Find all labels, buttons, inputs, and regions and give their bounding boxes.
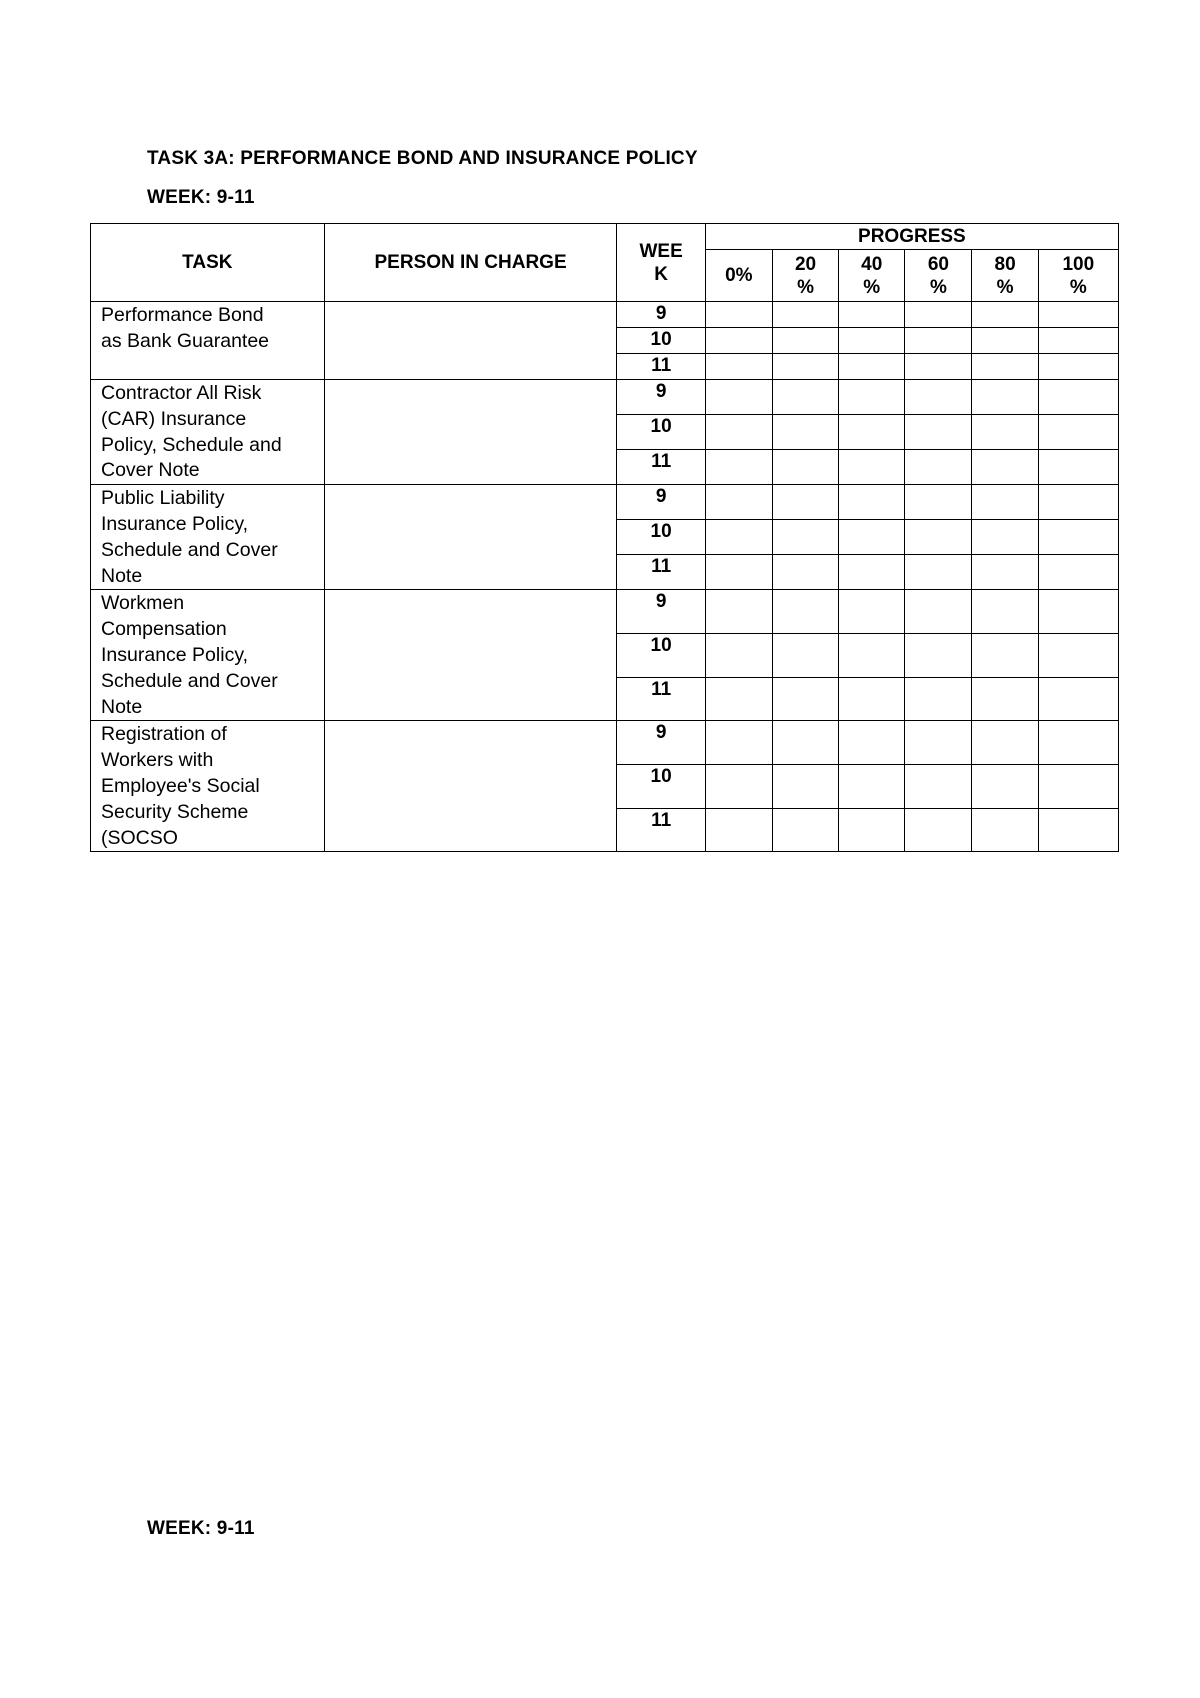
progress-cell[interactable]: [1038, 808, 1118, 852]
progress-cell[interactable]: [905, 380, 972, 415]
progress-cell[interactable]: [905, 590, 972, 634]
progress-cell[interactable]: [772, 555, 838, 590]
table-row: [91, 302, 1119, 328]
progress-cell[interactable]: [972, 677, 1038, 721]
progress-cell[interactable]: [1038, 765, 1118, 809]
progress-cell[interactable]: [1038, 721, 1118, 765]
progress-cell[interactable]: [972, 302, 1038, 328]
progress-cell[interactable]: [839, 485, 905, 520]
progress-cell[interactable]: [972, 328, 1038, 354]
progress-cell[interactable]: [772, 328, 838, 354]
progress-cell[interactable]: [905, 302, 972, 328]
progress-level-top: 80: [994, 253, 1016, 275]
progress-cell[interactable]: [839, 520, 905, 555]
table-row: [91, 590, 1119, 634]
week-cell: 10: [617, 765, 705, 809]
table-row: [91, 721, 1119, 765]
progress-cell[interactable]: [772, 485, 838, 520]
progress-cell[interactable]: [972, 485, 1038, 520]
progress-cell[interactable]: [972, 380, 1038, 415]
progress-cell[interactable]: [905, 328, 972, 354]
progress-cell[interactable]: [705, 450, 772, 485]
task-line: Insurance Policy,: [101, 643, 249, 666]
progress-cell[interactable]: [905, 415, 972, 450]
progress-cell[interactable]: [905, 765, 972, 809]
week-cell: 10: [617, 415, 705, 450]
task-line: Public Liability: [101, 487, 225, 510]
progress-cell[interactable]: [772, 415, 838, 450]
progress-cell[interactable]: [972, 520, 1038, 555]
progress-cell[interactable]: [705, 354, 772, 380]
progress-cell[interactable]: [705, 590, 772, 634]
progress-cell[interactable]: [905, 555, 972, 590]
progress-cell[interactable]: [905, 450, 972, 485]
task-line: Insurance Policy,: [101, 512, 249, 535]
progress-cell[interactable]: [839, 590, 905, 634]
progress-cell[interactable]: [972, 765, 1038, 809]
week-cell: 9: [617, 485, 705, 520]
progress-level-header: [972, 250, 1038, 302]
task-line: (CAR) Insurance: [101, 407, 247, 430]
progress-cell[interactable]: [972, 354, 1038, 380]
task-line: Note: [101, 695, 143, 718]
progress-cell[interactable]: [839, 765, 905, 809]
progress-level-header: [839, 250, 905, 302]
progress-cell[interactable]: [905, 634, 972, 678]
progress-cell[interactable]: [905, 485, 972, 520]
header-row: [91, 224, 1119, 250]
task-line: Note: [101, 564, 143, 587]
progress-cell[interactable]: [705, 634, 772, 678]
progress-cell[interactable]: [972, 415, 1038, 450]
progress-cell[interactable]: [905, 808, 972, 852]
progress-cell[interactable]: [839, 354, 905, 380]
week-header-line1: WEE: [639, 240, 683, 262]
progress-cell[interactable]: [839, 380, 905, 415]
progress-cell[interactable]: [772, 590, 838, 634]
week-cell: 10: [617, 328, 705, 354]
progress-cell[interactable]: [772, 721, 838, 765]
progress-level-bottom: %: [1069, 276, 1087, 298]
table-row: [91, 380, 1119, 415]
task-line: Compensation: [101, 618, 227, 641]
progress-cell[interactable]: [905, 677, 972, 721]
progress-level-bottom: %: [797, 276, 814, 298]
progress-cell[interactable]: [705, 328, 772, 354]
progress-cell[interactable]: [772, 765, 838, 809]
progress-cell[interactable]: [839, 415, 905, 450]
progress-cell[interactable]: [1038, 380, 1118, 415]
progress-cell[interactable]: [772, 520, 838, 555]
progress-cell[interactable]: [705, 302, 772, 328]
progress-level-bottom: %: [863, 276, 881, 298]
progress-cell[interactable]: [705, 380, 772, 415]
table-row: [91, 485, 1119, 520]
progress-cell[interactable]: [772, 354, 838, 380]
progress-level-header: [1038, 250, 1118, 302]
progress-cell[interactable]: [839, 808, 905, 852]
progress-level-top: 0%: [725, 265, 753, 286]
progress-level-header: [772, 250, 838, 302]
task-header: TASK: [91, 224, 325, 302]
progress-cell[interactable]: [972, 808, 1038, 852]
task-line: as Bank Guarantee: [101, 329, 270, 352]
progress-cell[interactable]: [1038, 590, 1118, 634]
task-line: Policy, Schedule and: [101, 433, 282, 456]
person-in-charge-cell[interactable]: [324, 590, 617, 721]
task-line: Employee's Social: [101, 774, 260, 797]
progress-level-top: 60: [927, 253, 949, 275]
progress-table: [90, 223, 1119, 852]
progress-cell[interactable]: [839, 677, 905, 721]
person-in-charge-cell[interactable]: [324, 302, 617, 380]
task-line: Schedule and Cover: [101, 538, 278, 561]
progress-level-top: 20: [794, 253, 817, 275]
progress-level-bottom: %: [996, 276, 1014, 298]
progress-cell[interactable]: [839, 721, 905, 765]
task-line: Workers with: [101, 749, 214, 772]
progress-cell[interactable]: [772, 677, 838, 721]
progress-cell[interactable]: [1038, 450, 1118, 485]
progress-cell[interactable]: [905, 721, 972, 765]
progress-level-top: 40: [861, 253, 883, 275]
progress-cell[interactable]: [705, 415, 772, 450]
task-cell: [91, 721, 325, 852]
progress-cell[interactable]: [705, 808, 772, 852]
progress-cell[interactable]: [839, 302, 905, 328]
week-label: WEEK: 9-11: [147, 187, 255, 208]
progress-cell[interactable]: [905, 520, 972, 555]
week-cell: 10: [617, 634, 705, 678]
week-cell: 9: [617, 302, 705, 328]
progress-cell[interactable]: [1038, 520, 1118, 555]
progress-cell[interactable]: [839, 634, 905, 678]
progress-cell[interactable]: [972, 721, 1038, 765]
week-cell: 9: [617, 721, 705, 765]
week-cell: 9: [617, 380, 705, 415]
progress-cell[interactable]: [772, 302, 838, 328]
progress-cell[interactable]: [839, 450, 905, 485]
progress-cell[interactable]: [705, 677, 772, 721]
week-header: [617, 224, 705, 302]
task-line: Registration of: [101, 723, 227, 746]
progress-cell[interactable]: [705, 555, 772, 590]
progress-cell[interactable]: [772, 450, 838, 485]
task-line: Security Scheme: [101, 800, 249, 823]
progress-cell[interactable]: [1038, 555, 1118, 590]
week-cell: 11: [617, 354, 705, 380]
person-in-charge-cell[interactable]: [324, 380, 617, 485]
progress-cell[interactable]: [705, 485, 772, 520]
week-cell: 10: [617, 520, 705, 555]
progress-cell[interactable]: [1038, 485, 1118, 520]
task-cell: [91, 485, 325, 590]
progress-cell[interactable]: [839, 328, 905, 354]
task-line: (SOCSO: [101, 826, 178, 849]
progress-cell[interactable]: [972, 634, 1038, 678]
document-title: TASK 3A: PERFORMANCE BOND AND INSURANCE POLICY: [147, 148, 698, 169]
week-header-line2: K: [654, 263, 668, 285]
progress-cell[interactable]: [905, 354, 972, 380]
week-cell: 11: [617, 555, 705, 590]
progress-cell[interactable]: [772, 634, 838, 678]
progress-cell[interactable]: [772, 380, 838, 415]
week-cell: 11: [617, 677, 705, 721]
task-cell: [91, 380, 325, 485]
task-line: Cover Note: [101, 459, 200, 482]
task-line: Schedule and Cover: [101, 669, 278, 692]
person-in-charge-cell[interactable]: [324, 721, 617, 852]
progress-level-header: [905, 250, 972, 302]
week-cell: 11: [617, 450, 705, 485]
progress-cell[interactable]: [972, 450, 1038, 485]
task-line: Performance Bond: [101, 304, 264, 326]
progress-cell[interactable]: [1038, 415, 1118, 450]
progress-header: PROGRESS: [705, 224, 1118, 250]
progress-cell[interactable]: [1038, 302, 1118, 328]
person-in-charge-cell[interactable]: [324, 485, 617, 590]
progress-cell[interactable]: [705, 520, 772, 555]
progress-level-top: 100: [1062, 253, 1095, 275]
progress-cell[interactable]: [972, 555, 1038, 590]
task-cell: [91, 590, 325, 721]
progress-cell[interactable]: [1038, 677, 1118, 721]
task-line: Contractor All Risk: [101, 382, 262, 404]
week-cell: 11: [617, 808, 705, 852]
progress-cell[interactable]: [1038, 634, 1118, 678]
progress-cell[interactable]: [705, 765, 772, 809]
progress-cell[interactable]: [772, 808, 838, 852]
progress-level-header: [705, 250, 772, 302]
progress-cell[interactable]: [839, 555, 905, 590]
progress-cell[interactable]: [1038, 328, 1118, 354]
progress-cell[interactable]: [1038, 354, 1118, 380]
week-cell: 9: [617, 590, 705, 634]
progress-level-bottom: %: [929, 276, 947, 298]
person-in-charge-header: PERSON IN CHARGE: [324, 224, 617, 302]
task-cell: [91, 302, 325, 380]
progress-cell[interactable]: [705, 721, 772, 765]
footer-week-label: WEEK: 9-11: [147, 1518, 255, 1539]
progress-cell[interactable]: [972, 590, 1038, 634]
task-line: Workmen: [101, 592, 185, 615]
